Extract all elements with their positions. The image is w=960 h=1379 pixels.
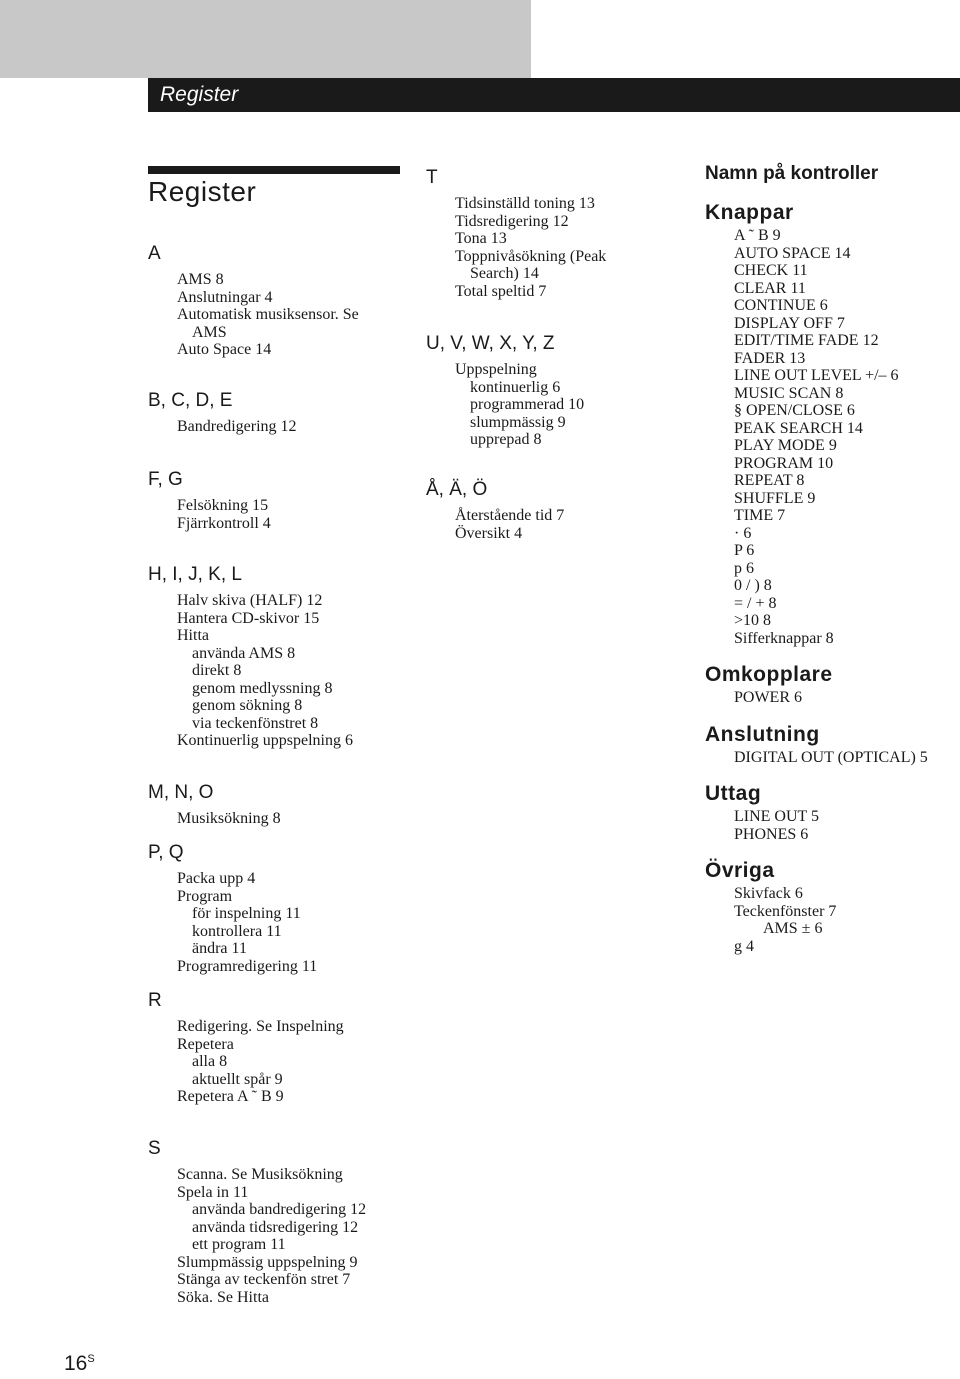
section-s [148,1138,366,1306]
section-heading: A [148,243,161,264]
index-entry: Översikt 4 [455,524,523,542]
control-entry: POWER 6 [734,689,802,706]
control-entry: TIME 7 [734,507,786,524]
control-entry: LINE OUT LEVEL +/– 6 [734,367,899,384]
controls-title: Namn på kontroller [705,163,879,184]
index-entry: Spela in 11 [177,1183,249,1201]
control-entry: g 4 [734,937,754,955]
index-entry: genom medlyssning 8 [192,679,333,697]
controls-buttons [705,201,928,647]
control-entry: § OPEN/CLOSE 6 [734,402,855,419]
section-uvwxyz [426,333,584,449]
section-hijkl [148,564,353,750]
index-entry: Kontinuerlig uppspelning 6 [177,732,353,749]
section-a [148,243,359,359]
control-entry: FADER 13 [734,349,806,367]
control-entry: REPEAT 8 [734,472,805,489]
index-entry: Tidsinställd toning 13 [455,195,595,212]
index-entry: Programredigering 11 [177,957,318,975]
section-heading: U, V, W, X, Y, Z [426,333,555,354]
index-entry: använda AMS 8 [192,644,296,662]
index-entry: Search) 14 [470,265,539,282]
control-entry: CLEAR 11 [734,279,806,297]
section-heading: S [148,1138,161,1159]
control-entry: PEAK SEARCH 14 [734,419,863,437]
controls-column [705,163,928,955]
section-heading: M, N, O [148,782,214,803]
index-entry: Repetera [177,1035,234,1053]
index-entry: Scanna. Se Musiksökning [177,1166,343,1183]
section-heading: F, G [148,469,183,490]
index-entry: för inspelning 11 [192,905,301,922]
control-entry: CONTINUE 6 [734,297,828,314]
control-entry: · 6 [734,524,752,542]
page-number-value: 16 [64,1352,88,1375]
controls-switches [705,663,928,707]
controls-other [705,859,928,955]
index-entry: Program [177,887,233,905]
index-entry: Hitta [177,627,209,644]
control-entry: PLAY MODE 9 [734,437,837,454]
index-entry: Hantera CD-skivor 15 [177,609,320,627]
index-entry: Auto Space 14 [177,341,272,358]
index-entry: kontrollera 11 [192,922,282,940]
section-bcde [148,390,297,436]
control-entry: DISPLAY OFF 7 [734,314,845,332]
control-entry: AMS ± 6 [763,920,823,937]
index-entry: ett program 11 [192,1236,286,1253]
index-entry: ändra 11 [192,940,247,957]
control-entry: = / + 8 [734,594,777,612]
index-entry: Tona 13 [455,230,507,247]
control-entry: AUTO SPACE 14 [734,244,851,262]
page-number [64,1352,95,1376]
control-entry: P 6 [734,542,755,559]
section-mno [148,782,281,828]
index-entry: Bandredigering 12 [177,418,297,435]
section-heading: B, C, D, E [148,390,233,411]
section-heading: T [426,167,438,188]
controls-heading: Knappar [705,201,794,224]
index-entry: Söka. Se Hitta [177,1288,269,1306]
index-entry: Packa upp 4 [177,870,256,887]
index-entry: genom sökning 8 [192,697,303,714]
control-entry: Teckenfönster 7 [734,902,837,920]
control-entry: PROGRAM 10 [734,454,834,472]
control-entry: A ˜ B 9 [734,227,781,244]
control-entry: DIGITAL OUT (OPTICAL) 5 [734,748,928,766]
control-entry: MUSIC SCAN 8 [734,384,844,402]
controls-jacks [705,782,928,843]
index-entry: Total speltid 7 [455,282,547,300]
index-entry: Stänga av teckenfön stret 7 [177,1271,351,1288]
page-title: Register [148,176,257,207]
header-title: Register [160,83,239,106]
controls-heading: Uttag [705,782,762,805]
index-entry: via teckenfönstret 8 [192,714,319,732]
header-bar [148,78,960,112]
index-entry: programmerad 10 [470,396,585,413]
section-aao [426,479,564,542]
control-entry: EDIT/TIME FADE 12 [734,332,879,349]
control-entry: LINE OUT 5 [734,808,820,825]
control-entry: SHUFFLE 9 [734,489,816,507]
index-entry: alla 8 [192,1053,228,1070]
index-entry: Uppspelning [455,361,537,378]
section-heading: H, I, J, K, L [148,564,242,585]
controls-heading: Anslutning [705,722,820,746]
index-entry: använda tidsredigering 12 [192,1218,359,1236]
control-entry: Sifferknappar 8 [734,629,834,647]
section-pq [148,842,317,975]
index-entry: direkt 8 [192,662,242,679]
index-entry: Slumpmässig uppspelning 9 [177,1253,358,1271]
index-entry: Musiksökning 8 [177,810,281,827]
control-entry: CHECK 11 [734,262,808,279]
index-entry: AMS 8 [177,271,224,288]
section-r [148,990,344,1106]
controls-heading: Omkopplare [705,663,833,686]
index-entry: Automatisk musiksensor. Se [177,306,359,323]
section-t [426,167,606,300]
index-entry: Felsökning 15 [177,497,269,514]
index-entry: AMS [192,323,227,341]
control-entry: >10 8 [734,612,772,629]
index-entry: använda bandredigering 12 [192,1201,367,1218]
gray-corner-block [0,0,531,78]
index-entry: Anslutningar 4 [177,288,273,306]
index-entry: Återstående tid 7 [455,507,565,524]
section-heading: Å, Ä, Ö [426,479,488,500]
page-number-suffix: S [87,1353,95,1365]
title-rule [148,166,400,174]
control-entry: Skivfack 6 [734,885,803,902]
index-entry: Halv skiva (HALF) 12 [177,592,323,609]
index-entry: kontinuerlig 6 [470,378,561,396]
index-entry: Toppnivåsökning (Peak [455,247,607,265]
control-entry: PHONES 6 [734,825,809,843]
section-heading: P, Q [148,842,184,863]
index-entry: Repetera A ˜ B 9 [177,1088,284,1105]
index-entry: slumpmässig 9 [470,413,566,431]
control-entry: p 6 [734,559,754,577]
controls-heading: Övriga [705,859,775,882]
controls-connections [705,723,928,767]
index-entry: aktuellt spår 9 [192,1070,283,1088]
index-entry: Tidsredigering 12 [455,212,569,230]
index-entry: upprepad 8 [470,431,542,448]
index-entry: Redigering. Se Inspelning [177,1018,344,1035]
index-entry: Fjärrkontroll 4 [177,514,271,532]
section-fg [148,469,271,532]
section-heading: R [148,990,162,1011]
control-entry: 0 / ) 8 [734,577,772,594]
